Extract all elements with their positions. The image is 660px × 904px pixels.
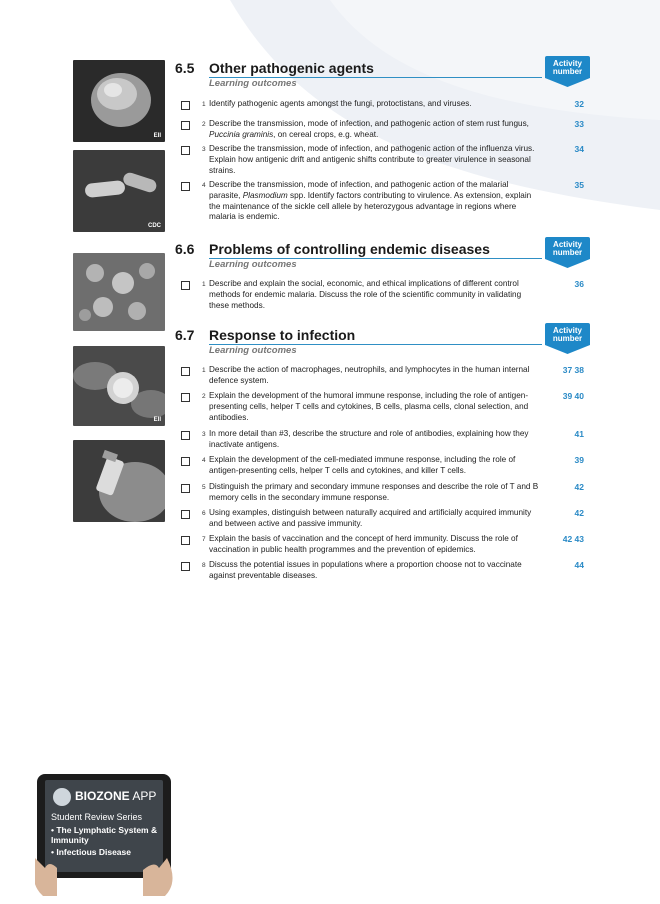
outcome-checkbox[interactable] — [181, 431, 190, 440]
outcome-checkbox[interactable] — [181, 367, 190, 376]
learning-outcome — [175, 508, 590, 534]
outcome-number: 4 — [202, 182, 206, 189]
section-6-6 — [175, 240, 590, 310]
outcome-number: 4 — [202, 457, 206, 464]
activity-number[interactable]: 39 — [574, 455, 584, 465]
learning-outcome — [175, 391, 590, 429]
section-number: 6.6 — [175, 241, 195, 257]
activity-number[interactable]: 37 38 — [562, 365, 584, 375]
section-number: 6.7 — [175, 327, 195, 343]
outcome-checkbox[interactable] — [181, 182, 190, 191]
learning-outcome — [175, 482, 590, 508]
outcome-number: 8 — [202, 562, 206, 569]
outcome-text: Using examples, distinguish between naturally acquired and artificially acquired immunity and between active and passive immunity. — [209, 508, 532, 528]
section-title: Other pathogenic agents — [209, 60, 374, 76]
outcome-text: Identify pathogenic agents amongst the fungi, protoctistans, and viruses. — [209, 99, 472, 108]
outcome-number: 7 — [202, 536, 206, 543]
outcome-text: Describe the transmission, mode of infection, and pathogenic action of the influenza virus. Explain how antigenic drift and antigenic shifts contribute to greater virulence in seasonal strains. — [209, 144, 535, 175]
outcome-text: Distinguish the primary and secondary immune responses and describe the role of T and B memory cells in the secondary immune response. — [209, 482, 539, 502]
outcome-text: Describe the transmission, mode of infection, and pathogenic action of stem rust fungus, Puccinia graminis, on cereal crops, e.g. wheat. — [209, 119, 529, 139]
activity-number[interactable]: 39 40 — [562, 391, 584, 401]
outcome-checkbox[interactable] — [181, 393, 190, 402]
learning-outcome — [175, 560, 590, 586]
section-subtitle: Learning outcomes — [209, 345, 297, 356]
outcome-checkbox[interactable] — [181, 510, 190, 519]
outcome-text: Discuss the potential issues in populations where a proportion choose not to vaccinate against preventable diseases. — [209, 560, 522, 580]
outcome-number: 2 — [202, 121, 206, 128]
outcome-checkbox[interactable] — [181, 101, 190, 110]
section-subtitle: Learning outcomes — [209, 259, 297, 270]
activity-number[interactable]: 42 — [574, 482, 584, 492]
activity-number-badge — [545, 56, 590, 88]
outcome-number: 1 — [202, 367, 206, 374]
outcome-checkbox[interactable] — [181, 562, 190, 571]
app-bullet: • The Lymphatic System & Immunity — [51, 825, 158, 845]
outcome-text: Explain the development of the cell-mediated immune response, including the role of antigen-presenting cells, helper T cells and cytokines, and killer T cells. — [209, 455, 516, 475]
outcome-text: Explain the development of the humoral immune response, including the role of antigen-presenting cells, helper T cells and cytokines, B cells, plasma cells, clonal selection, and antibodies. — [209, 391, 529, 422]
activity-number[interactable]: 44 — [574, 560, 584, 570]
outcome-text: Describe and explain the social, economic, and ethical implications of different control methods for endemic malaria. Discuss the role of the scientific community in validating these methods. — [209, 279, 522, 310]
bacteria-rods-photo — [73, 150, 165, 232]
badge-line1: Activity — [553, 326, 582, 335]
photo-credit: EII — [153, 417, 161, 423]
outcome-number: 3 — [202, 431, 206, 438]
app-brand: BIOZONE — [75, 789, 130, 803]
biozone-app-promo[interactable] — [35, 772, 175, 897]
learning-outcome — [175, 534, 590, 560]
badge-line1: Activity — [553, 59, 582, 68]
outcome-text: Explain the basis of vaccination and the concept of herd immunity. Discuss the role of vaccination in public health programmes and the prevention of epidemics. — [209, 534, 518, 554]
learning-outcome — [175, 180, 590, 226]
activity-number[interactable]: 33 — [574, 119, 584, 129]
learning-outcome — [175, 119, 590, 144]
activity-number[interactable]: 42 43 — [562, 534, 584, 544]
section-title: Problems of controlling endemic diseases — [209, 241, 490, 257]
fungal-spore-photo — [73, 60, 165, 142]
app-bullet: • Infectious Disease — [51, 847, 131, 857]
learning-outcome — [175, 144, 590, 180]
influenza-virus-photo — [73, 253, 165, 331]
learning-outcome — [175, 429, 590, 455]
globe-icon — [53, 788, 71, 806]
outcome-text: Describe the transmission, mode of infection, and pathogenic action of the malarial parasite, Plasmodium spp. Identify factors contributing to virulence. As extension, explain the maintenance of the sickle cell allele by heterozygous advantage in regions where malaria is endemic. — [209, 180, 532, 222]
learning-outcome — [175, 365, 590, 391]
activity-number[interactable]: 42 — [574, 508, 584, 518]
app-series: Student Review Series — [51, 812, 143, 822]
section-6-7 — [175, 326, 590, 580]
badge-line2: number — [552, 334, 583, 343]
outcome-text: In more detail than #3, describe the structure and role of antibodies, explaining how they inactivate antigens. — [209, 429, 529, 449]
outcome-text: Describe the action of macrophages, neutrophils, and lymphocytes in the human internal defence system. — [209, 365, 530, 385]
outcome-number: 1 — [202, 101, 206, 108]
activity-number-badge — [545, 323, 590, 355]
badge-line2: number — [552, 67, 583, 76]
outcome-checkbox[interactable] — [181, 121, 190, 130]
outcome-checkbox[interactable] — [181, 146, 190, 155]
outcome-number: 2 — [202, 393, 206, 400]
outcome-number: 6 — [202, 510, 206, 517]
outcome-checkbox[interactable] — [181, 484, 190, 493]
learning-outcome — [175, 279, 590, 315]
activity-number[interactable]: 41 — [574, 429, 584, 439]
activity-number[interactable]: 36 — [574, 279, 584, 289]
outcome-checkbox[interactable] — [181, 457, 190, 466]
activity-number[interactable]: 34 — [574, 144, 584, 154]
section-6-5 — [175, 59, 590, 222]
section-title: Response to infection — [209, 327, 356, 343]
outcome-number: 1 — [202, 281, 206, 288]
photo-credit: CDC — [148, 223, 161, 229]
vaccine-vial-photo — [73, 440, 165, 522]
outcome-checkbox[interactable] — [181, 536, 190, 545]
badge-line2: number — [552, 248, 583, 257]
activity-number[interactable]: 32 — [574, 99, 584, 109]
section-subtitle: Learning outcomes — [209, 78, 297, 89]
learning-outcome — [175, 455, 590, 482]
section-number: 6.5 — [175, 60, 195, 76]
outcome-number: 5 — [202, 484, 206, 491]
badge-line1: Activity — [553, 240, 582, 249]
activity-number[interactable]: 35 — [574, 180, 584, 190]
photo-credit: EII — [153, 133, 161, 139]
activity-number-badge — [545, 237, 590, 269]
outcome-number: 3 — [202, 146, 206, 153]
learning-outcome — [175, 99, 590, 119]
lymphocyte-photo — [73, 346, 165, 426]
outcome-checkbox[interactable] — [181, 281, 190, 290]
app-brand-suffix: APP — [129, 789, 157, 803]
